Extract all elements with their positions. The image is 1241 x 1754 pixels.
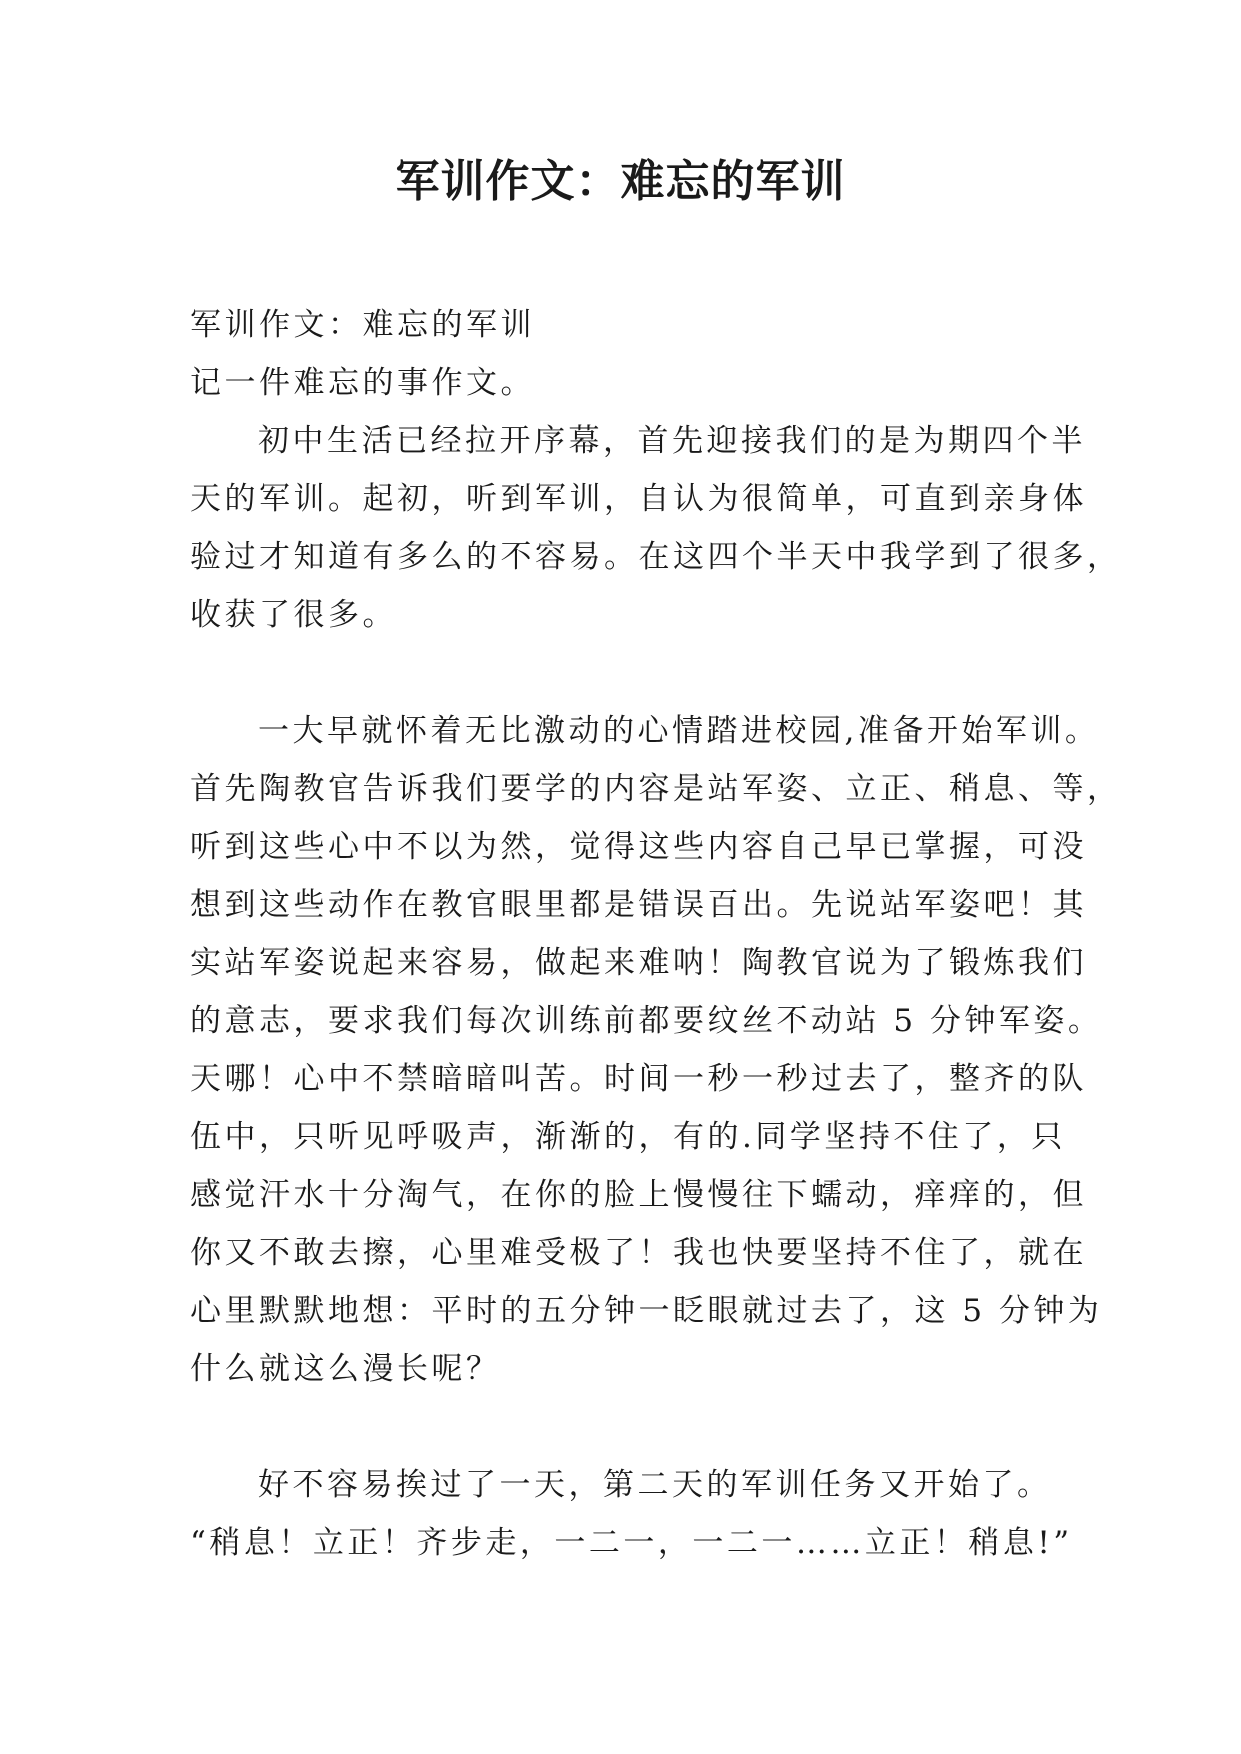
paragraph-spacer — [190, 644, 1060, 702]
paragraph-line: 验过才知道有多么的不容易。在这四个半天中我学到了很多， — [190, 539, 1122, 575]
paragraph-line: 天哪！心中不禁暗暗叫苦。时间一秒一秒过去了，整齐的队 — [190, 1061, 1087, 1097]
paragraph-line: 好不容易挨过了一天，第二天的军训任务又开始了。 — [258, 1467, 1052, 1503]
paragraph-line: 什么就这么漫长呢？ — [190, 1351, 501, 1387]
paragraph-2 — [190, 702, 1122, 1398]
paragraph-spacer — [190, 1398, 1060, 1456]
paragraph-line: 你又不敢去擦，心里难受极了！我也快要坚持不住了，就在 — [190, 1235, 1087, 1271]
paragraph-1 — [190, 412, 1122, 644]
body-subtitle: 军训作文：难忘的军训 — [190, 307, 535, 343]
paragraph-line: 首先陶教官告诉我们要学的内容是站军姿、立正、稍息、等， — [190, 771, 1122, 807]
paragraph-line: “稍息！立正！齐步走，一二一，一二一……立正！稍息!” — [190, 1525, 1073, 1561]
document-body — [190, 296, 1122, 1572]
document-title: 军训作文：难忘的军训 — [395, 156, 846, 207]
paragraph-line: 初中生活已经拉开序幕，首先迎接我们的是为期四个半 — [258, 423, 1086, 459]
paragraph-line: 心里默默地想：平时的五分钟一眨眼就过去了，这 5 分钟为 — [190, 1293, 1103, 1329]
paragraph-line: 伍中，只听见呼吸声，渐渐的，有的.同学坚持不住了，只 — [190, 1119, 1066, 1155]
paragraph-line: 感觉汗水十分淘气，在你的脸上慢慢往下蠕动，痒痒的，但 — [190, 1177, 1087, 1213]
paragraph-line: 实站军姿说起来容易，做起来难呐！陶教官说为了锻炼我们 — [190, 945, 1087, 981]
paragraph-line: 收获了很多。 — [190, 597, 397, 633]
paragraph-line: 听到这些心中不以为然，觉得这些内容自己早已掌握，可没 — [190, 829, 1087, 865]
paragraph-line: 天的军训。起初，听到军训，自认为很简单，可直到亲身体 — [190, 481, 1087, 517]
paragraph-line: 一大早就怀着无比激动的心情踏进校园,准备开始军训。 — [258, 713, 1100, 749]
paragraph-line: 想到这些动作在教官眼里都是错误百出。先说站军姿吧！其 — [190, 887, 1087, 923]
paragraph-3 — [190, 1456, 1073, 1572]
body-intro: 记一件难忘的事作文。 — [190, 365, 535, 401]
paragraph-line: 的意志，要求我们每次训练前都要纹丝不动站 5 分钟军姿。 — [190, 1003, 1103, 1039]
